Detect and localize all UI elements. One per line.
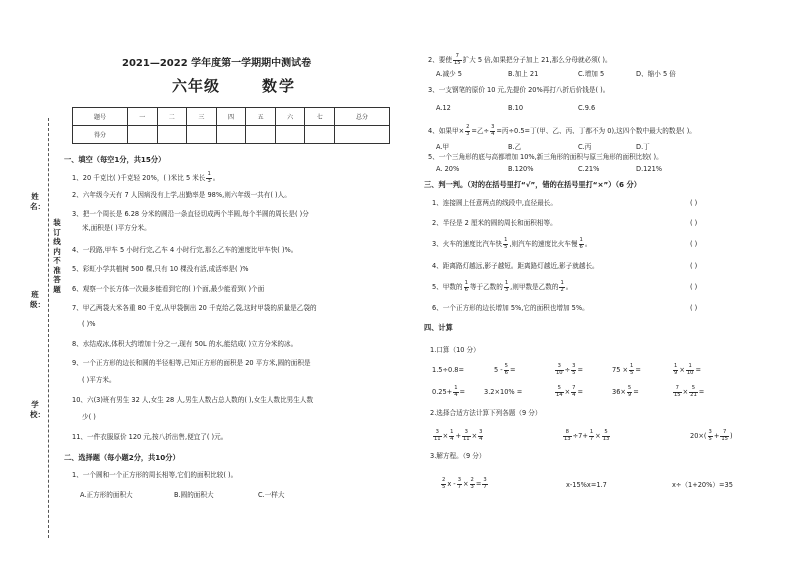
q2-4-opt-c: C.丙 (578, 143, 592, 151)
score-table (72, 107, 390, 144)
score-header-cell: 五 (246, 108, 276, 126)
oral-calc: $\frac{3}{10}$ ÷ $\frac{3}{5}$ = (556, 363, 583, 376)
fraction: $\frac{1}{7}$ (589, 429, 594, 442)
q1-7a: 7、甲乙两袋大米各重 80 千克,从甲袋倒出 20 千克给乙袋,这时甲袋的质量是乙袋的 (72, 304, 317, 312)
equation-2: x-15%x=1.7 (566, 481, 607, 489)
q2-2-opt-b: B.加上 21 (508, 70, 539, 78)
q1-1: 1、20 千克比( )千克轻 20%，( )米比 5 米长 $\frac{1}{3}$ 。 (72, 171, 220, 184)
score-cell[interactable] (216, 126, 246, 144)
class-label: 班级： (30, 290, 45, 309)
q2-1-opt-a: A.正方形的面积大 (80, 491, 133, 499)
judge-item-4: 4、距离路灯越远,影子越短。距离路灯越近,影子就越长。 (432, 262, 599, 270)
fraction: $\frac{1}{6}$ (579, 237, 583, 250)
fraction: $\frac{8}{13}$ (564, 429, 571, 442)
section3-heading: 三、判一判。（对的在括号里打“√”，错的在括号里打“×”）（6 分） (424, 180, 641, 189)
fraction: $\frac{7}{15}$ (674, 385, 681, 398)
score-header-row (73, 108, 390, 126)
oral-calc: 1.5÷0.8= (432, 366, 465, 374)
oral-calc: 0.25+ $\frac{1}{4}$ = (432, 385, 466, 398)
judge-item-1: 1、连接圆上任意两点的线段中,直径最长。 (432, 199, 557, 207)
q2-4: 4、如果甲× $\frac{2}{3}$ =乙÷ $\frac{3}{4}$ =丙÷0.5=丁(甲、乙、丙、丁都不为 0),这四个数中最大的数是( )。 (428, 124, 696, 137)
q2-5: 5、一个三角形的底与高都增加 10%,新三角形的面积与原三角形的面积比较( )。 (428, 153, 663, 161)
q1-10a: 10、六(3)班有男生 32 人,女生 28 人,男生人数占总人数的( ),女生人数比男生人数 (72, 396, 314, 404)
fraction: $\frac{3}{11}$ (434, 429, 441, 442)
judge-item-5: 5、甲数的 $\frac{1}{6}$ 等于乙数的 $\frac{1}{3}$ ,则甲数是乙数的 $\frac{1}{2}$ 。 (432, 280, 573, 293)
q2-5-opt-c: C.21% (578, 165, 600, 173)
score-value-row (73, 126, 390, 144)
q2-2-opt-d: D、缩小 5 倍 (636, 70, 676, 78)
judge-answer-5[interactable]: ( ) (690, 283, 698, 291)
simplify-expr: 20×( $\frac{3}{5}$ + $\frac{7}{15}$ ) (690, 429, 733, 442)
q1-2: 2、六年级今天有 7 人因病没有上学,出勤率是 98%,则六年级一共有( )人。 (72, 191, 291, 199)
fraction: $\frac{2}{3}$ (470, 477, 474, 490)
fraction: $\frac{7}{15}$ (453, 53, 461, 66)
fraction: $\frac{1}{10}$ (686, 363, 694, 376)
fraction: $\frac{5}{9}$ (627, 385, 632, 398)
score-cell[interactable] (335, 126, 390, 144)
q1-4: 4、一段路,甲车 5 小时行完,乙车 4 小时行完,那么乙车的速度比甲车快( )%。 (72, 246, 298, 254)
oral-calc: $\frac{7}{15}$ × $\frac{5}{21}$ = (674, 385, 705, 398)
fraction: $\frac{1}{5}$ (630, 363, 634, 376)
score-row-label: 得分 (73, 126, 128, 144)
fraction: $\frac{5}{6}$ (504, 363, 508, 376)
simplify-expr: $\frac{8}{13}$ ÷7+ $\frac{1}{7}$ × $\frac{5}{13}$ (564, 429, 610, 442)
page-title: 2021—2022 学年度第一学期期中测试卷 (122, 58, 312, 69)
q2-3-opt-a: A.12 (436, 104, 451, 112)
school-label: 学校： (30, 400, 45, 419)
fraction: $\frac{3}{10}$ (556, 363, 563, 376)
fraction: $\frac{3}{5}$ (708, 429, 712, 442)
q1-7b: ( )% (82, 320, 96, 328)
judge-answer-4[interactable]: ( ) (690, 262, 698, 270)
q2-5-opt-b: B.120% (508, 165, 534, 173)
q1-9a: 9、一个正方形的边长和圆的半径相等,已知正方形的面积是 20 平方米,圆的面积是 (72, 359, 311, 367)
judge-answer-6[interactable]: ( ) (690, 304, 698, 312)
q2-4-opt-d: D.丁 (636, 143, 650, 151)
q2-5-opt-d: D.121% (636, 165, 663, 173)
q1-10b: 少( ) (82, 413, 96, 421)
score-cell[interactable] (187, 126, 217, 144)
fraction: $\frac{2}{5}$ (442, 477, 446, 490)
equation-heading: 3.解方程。（9 分） (430, 452, 486, 460)
section2-heading: 二、选择题（每小题2分，共10分） (64, 453, 180, 462)
q1-3b: 米,面积是( )平方分米。 (82, 224, 151, 232)
q1-11: 11、一件衣服原价 120 元,按八折出售,便宜了( )元。 (72, 433, 228, 441)
q1-6: 6、观察一个长方体一次最多能看到它的( )个面,最少能看到( )个面 (72, 285, 265, 293)
oral-calc: 36× $\frac{5}{9}$ = (612, 385, 639, 398)
judge-answer-2[interactable]: ( ) (690, 219, 698, 227)
q2-2: 2、要使 $\frac{7}{15}$ 扩大 5 倍,如果把分子加上 21,那么分母就必须( )。 (428, 53, 612, 66)
fraction: $\frac{1}{2}$ (560, 280, 564, 293)
fraction: $\frac{1}{9}$ (674, 363, 678, 376)
fraction: $\frac{5}{14}$ (556, 385, 563, 398)
q2-3: 3、一支钢笔的原价 10 元,先提价 20%再打八折后价钱是( )。 (428, 86, 610, 94)
section1-heading: 一、填空（每空1分，共15分） (64, 155, 166, 164)
q2-4-opt-b: B.乙 (508, 143, 522, 151)
fraction: $\frac{2}{3}$ (466, 124, 470, 137)
score-cell[interactable] (275, 126, 305, 144)
section4-heading: 四、计算 (424, 323, 453, 332)
q1-8: 8、水结成冰,体积大约增加十分之一,现有 50L 的水,能结成( )立方分米的冰。 (72, 340, 298, 348)
fraction: $\frac{7}{15}$ (721, 429, 728, 442)
fraction: $\frac{3}{11}$ (462, 429, 470, 442)
fraction: $\frac{3}{4}$ (479, 429, 483, 442)
fraction: $\frac{1}{4}$ (450, 429, 454, 442)
equation-3: x÷（1+20%）=35 (672, 481, 733, 489)
oral-calc: 3.2×10% = (484, 388, 523, 396)
score-cell[interactable] (157, 126, 187, 144)
q2-3-opt-c: C.9.6 (578, 104, 596, 112)
fraction: $\frac{3}{5}$ (572, 363, 576, 376)
q1-5: 5、彩虹小学共植树 500 棵,只有 10 棵没有活,成活率是( )% (72, 265, 249, 273)
judge-item-6: 6、一个正方形的边长增加 5%,它的面积也增加 5%。 (432, 304, 589, 312)
fraction: $\frac{7}{4}$ (572, 385, 576, 398)
q2-2-opt-c: C.增加 5 (578, 70, 605, 78)
fraction: $\frac{3}{4}$ (491, 124, 495, 137)
oral-heading: 1.口算（10 分） (430, 346, 480, 354)
subject-label: 数学 (262, 77, 297, 95)
q1-9b: ( )平方米。 (82, 376, 116, 384)
oral-calc: $\frac{5}{14}$ × $\frac{7}{4}$ = (556, 385, 583, 398)
q2-2-opt-a: A.减少 5 (436, 70, 462, 78)
oral-calc: 5 - $\frac{5}{6}$ = (494, 363, 516, 376)
fraction: $\frac{1}{3}$ (207, 171, 211, 184)
score-header-cell: 二 (157, 108, 187, 126)
score-header-cell: 总分 (335, 108, 390, 126)
simplify-expr: $\frac{3}{11}$ × $\frac{1}{4}$ + $\frac{3}{11}$ × $\frac{3}{4}$ (434, 429, 483, 442)
judge-answer-1[interactable]: ( ) (690, 199, 698, 207)
score-header-cell: 三 (187, 108, 217, 126)
q2-4-opt-a: A.甲 (436, 143, 450, 151)
q2-1: 1、一个圆和一个正方形的周长相等,它们的面积比较( )。 (72, 471, 238, 479)
judge-item-3: 3、火车的速度比汽车快 $\frac{1}{5}$ ,则汽车的速度比火车慢 $\frac{1}{6}$ 。 (432, 237, 592, 250)
q1-3a: 3、把一个周长是 6.28 分米的圆沿一条直径切成两个半圆,每个半圆的周长是( )分 (72, 210, 309, 218)
equation-1: $\frac{2}{5}$ x - $\frac{3}{7}$ × $\frac{2}{3}$ = $\frac{3}{7}$ (442, 477, 487, 490)
score-header-cell: 四 (216, 108, 246, 126)
binding-warning: 装订线内不准答题 (53, 218, 61, 294)
grade-label: 六年级 (172, 77, 221, 95)
oral-calc: 75 × $\frac{1}{5}$ = (612, 363, 641, 376)
judge-answer-3[interactable]: ( ) (690, 240, 698, 248)
fraction: $\frac{1}{3}$ (504, 280, 509, 293)
simplify-heading: 2.选择合适方法计算下列各题（9 分） (430, 409, 542, 417)
oral-calc: $\frac{1}{9}$ × $\frac{1}{10}$ = (674, 363, 701, 376)
binding-line (48, 118, 49, 538)
fraction: $\frac{3}{7}$ (483, 477, 487, 490)
q2-3-opt-b: B.10 (508, 104, 524, 112)
q2-5-opt-a: A. 20% (436, 165, 460, 173)
score-cell[interactable] (246, 126, 276, 144)
q2-1-opt-c: C.一样大 (258, 491, 285, 499)
score-cell[interactable] (127, 126, 157, 144)
fraction: $\frac{1}{6}$ (464, 280, 468, 293)
fraction: $\frac{5}{13}$ (602, 429, 610, 442)
score-header-cell: 题号 (73, 108, 128, 126)
judge-item-2: 2、半径是 2 厘米的圆的周长和面积相等。 (432, 219, 557, 227)
score-header-cell: 七 (305, 108, 335, 126)
score-header-cell: 一 (127, 108, 157, 126)
fraction: $\frac{5}{21}$ (690, 385, 697, 398)
fraction: $\frac{3}{7}$ (457, 477, 462, 490)
name-label: 姓名： (30, 192, 45, 211)
score-cell[interactable] (305, 126, 335, 144)
fraction: $\frac{1}{5}$ (504, 237, 508, 250)
score-header-cell: 六 (275, 108, 305, 126)
q2-1-opt-b: B.圆的面积大 (174, 491, 214, 499)
fraction: $\frac{1}{4}$ (454, 385, 458, 398)
